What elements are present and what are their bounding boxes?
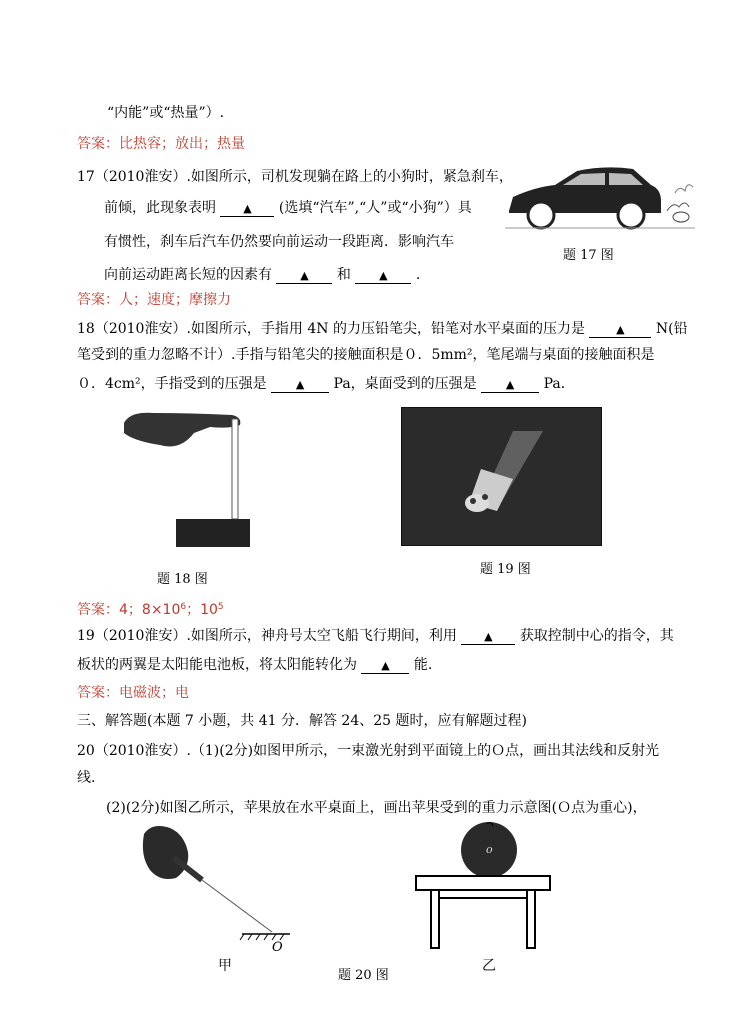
q17-text: 向前运动距离长短的因素有 [104,267,272,283]
fig17-caption: 题 17 图 [563,248,614,263]
apple-center-o-label: o [486,843,493,856]
q19-text: 能. [413,657,433,673]
answer-18 [77,598,224,619]
q18-text: ０．4cm²，手指受到的压强是 [77,376,267,392]
q18-text: N(铅 [655,321,688,337]
q17-text: 和 [336,267,351,283]
question-19-line1 [77,627,674,645]
question-17-line4 [104,266,420,284]
question-17-line2 [104,199,472,217]
question-18-line3 [77,375,575,393]
car-figure [505,163,695,233]
answer-16: 答案：比热容；放出；热量 [77,136,245,152]
laser-point-o-label: O [272,940,283,955]
q19-text: 板状的两翼是太阳能电池板，将太阳能转化为 [77,657,357,673]
pencil-figure [120,405,255,550]
answer-18-exp: 6 [180,602,187,612]
q18-text: Pa． [543,376,575,392]
answer-18-exp: 5 [217,602,224,612]
answer-blank[interactable]: ▲ [276,269,332,284]
answer-blank[interactable]: ▲ [589,323,651,338]
q17-text: 前倾，此现象表明 [104,200,216,216]
fig20-caption: 题 20 图 [338,968,389,983]
answer-17: 答案：人；速度；摩擦力 [77,292,231,308]
question-20-line1: 20（2010淮安）.（1)(2分)如图甲所示，一束激光射到平面镜上的Ｏ点，画出其法线和反射光 [77,743,660,759]
spacecraft-figure [401,407,602,546]
q18-text: 18（2010淮安）.如图所示，手指用 4N 的力压铅笔尖，铅笔对水平桌面的压力是 [77,321,585,337]
question-19-line2 [77,656,432,674]
q19-text: 获取控制中心的指令，其 [519,628,674,644]
fig20-yi-label: 乙 [482,958,496,974]
answer-blank[interactable]: ▲ [271,378,329,393]
question-20-line2: 线. [77,770,96,786]
question-17-line3: 有惯性，刹车后汽车仍然要向前运动一段距离．影响汽车 [104,234,454,250]
fig18-caption: 题 18 图 [157,572,208,587]
fig20-jia-label: 甲 [218,958,232,974]
question-20-line3: (2)(2分)如图乙所示，苹果放在水平桌面上，画出苹果受到的重力示意图(Ｏ点为重心)， [106,800,647,816]
q17-text: . [415,267,421,283]
line-continuation: “内能”或“热量”）. [107,105,225,121]
answer-blank[interactable]: ▲ [220,202,274,217]
answer-blank[interactable]: ▲ [355,269,411,284]
answer-blank[interactable]: ▲ [361,659,409,674]
answer-18-text: 答案：4；8×10 [77,602,181,618]
question-17-line1: 17（2010淮安）.如图所示，司机发现躺在路上的小狗时，紧急刹车， [77,169,513,185]
q18-text: Pa，桌面受到的压强是 [333,376,477,392]
answer-blank[interactable]: ▲ [461,630,515,645]
question-18-line2: 笔受到的重力忽略不计）.手指与铅笔尖的接触面积是０．5mm²，笔尾端与桌面的接触面积是 [77,347,655,363]
answer-blank[interactable]: ▲ [481,378,539,393]
answer-18-text: ；10 [186,602,218,618]
laser-figure [132,820,292,945]
apple-table-figure [413,822,553,952]
question-18-line1 [77,320,688,338]
q17-text: (选填“汽车”,“人”或“小狗”）具 [278,200,472,216]
answer-19: 答案：电磁波；电 [77,685,189,701]
q19-text: 19（2010淮安）.如图所示，神舟号太空飞船飞行期间，利用 [77,628,457,644]
section-3-heading: 三、解答题(本题 7 小题，共 41 分．解答 24、25 题时，应有解题过程) [77,713,527,729]
fig19-caption: 题 19 图 [480,562,531,577]
